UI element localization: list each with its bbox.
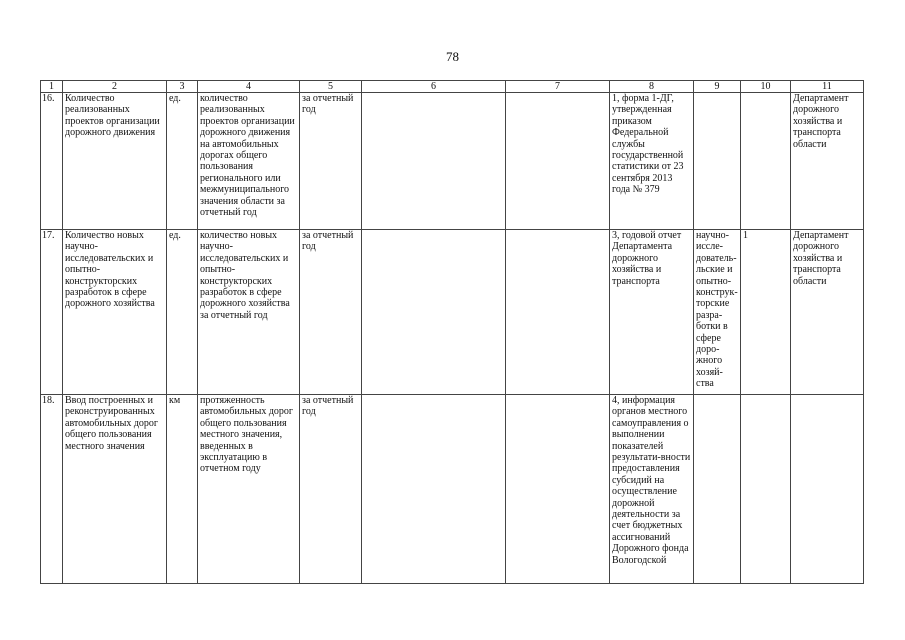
column-header: 7: [506, 81, 610, 93]
column-header: 5: [300, 81, 362, 93]
row-number-cell: 17.: [41, 230, 63, 395]
empty-cell: [694, 395, 741, 584]
empty-cell: [506, 395, 610, 584]
column-header: 8: [610, 81, 694, 93]
column-header: 10: [741, 81, 791, 93]
responsible-cell: Департамент дорожного хозяйства и транспорта области: [791, 93, 864, 230]
responsible-cell: Департамент дорожного хозяйства и транспорта области: [791, 230, 864, 395]
definition-cell: количество новых научно-исследовательских и опытно-конструкторских разработок в сфере дорожного хозяйства за отчетный год: [198, 230, 300, 395]
empty-cell: [506, 93, 610, 230]
table-header-row: [41, 81, 864, 93]
indicator-name-cell: Количество новых научно-исследовательских и опытно-конструкторских разработок в сфере дорожного хозяйства: [63, 230, 167, 395]
empty-cell: [362, 395, 506, 584]
source-cell: 3, годовой отчет Департамента дорожного хозяйства и транспорта: [610, 230, 694, 395]
period-cell: за отчетный год: [300, 230, 362, 395]
indicator-table: [40, 80, 864, 584]
responsible-cell: [791, 395, 864, 584]
table-row: [41, 93, 864, 230]
definition-cell: количество реализованных проектов организации дорожного движения на автомобильных дорогах общего пользования регионального или межмуниципального значения области за отчетный год: [198, 93, 300, 230]
empty-cell: [741, 395, 791, 584]
value-cell: 1: [741, 230, 791, 395]
period-cell: за отчетный год: [300, 395, 362, 584]
empty-cell: [362, 230, 506, 395]
period-cell: за отчетный год: [300, 93, 362, 230]
row-number-cell: 18.: [41, 395, 63, 584]
column-header: 2: [63, 81, 167, 93]
source-cell: 1, форма 1-ДГ, утвержденная приказом Федеральной службы государственной статистики от 23 сентября 2013 года № 379: [610, 93, 694, 230]
column-header: 11: [791, 81, 864, 93]
empty-cell: [741, 93, 791, 230]
column-header: 4: [198, 81, 300, 93]
empty-cell: [506, 230, 610, 395]
indicator-name-cell: Ввод построенных и реконструированных автомобильных дорог общего пользования местного значения: [63, 395, 167, 584]
unit-cell: ед.: [167, 230, 198, 395]
unit-cell: ед.: [167, 93, 198, 230]
page-number: 78: [446, 49, 459, 64]
table-row: [41, 230, 864, 395]
empty-cell: [362, 93, 506, 230]
column-header: 3: [167, 81, 198, 93]
empty-cell: [694, 93, 741, 230]
row-number-cell: 16.: [41, 93, 63, 230]
definition-cell: протяженность автомобильных дорог общего пользования местного значения, введенных в эксплуатацию в отчетном году: [198, 395, 300, 584]
table-row: [41, 395, 864, 584]
column-header: 6: [362, 81, 506, 93]
object-cell: научно-иссле-дователь-льские и опытно-конструк-торские разра-ботки в сфере доро-жного хозяй-ства: [694, 230, 741, 395]
source-cell: 4, информация органов местного самоуправления о выполнении показателей результати-вности предоставления субсидий на осуществление дорожной деятельности за счет бюджетных ассигнований Дорожного фонда Вологодской: [610, 395, 694, 584]
unit-cell: км: [167, 395, 198, 584]
column-header: 9: [694, 81, 741, 93]
column-header: 1: [41, 81, 63, 93]
indicator-name-cell: Количество реализованных проектов организации дорожного движения: [63, 93, 167, 230]
